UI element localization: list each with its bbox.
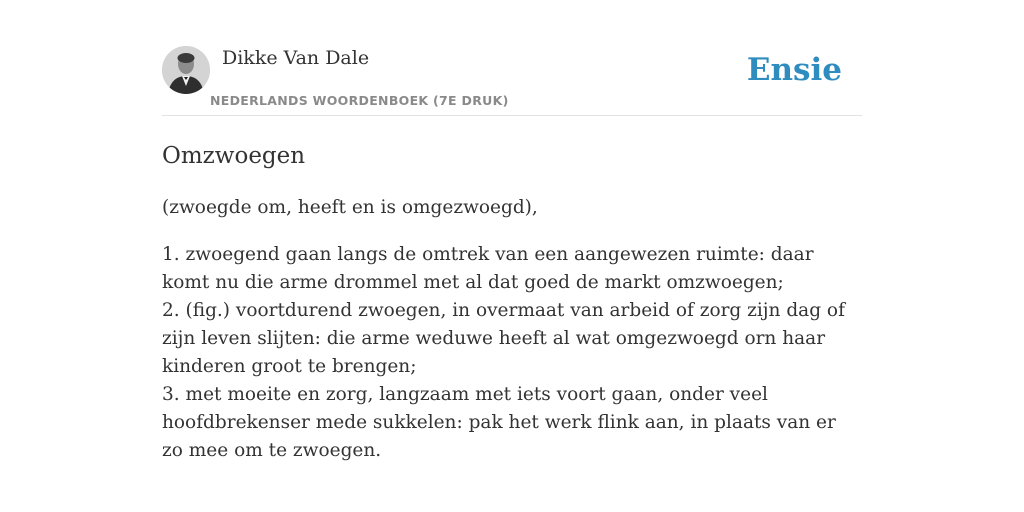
entry-header — [162, 46, 862, 116]
definition-item: 2. (fig.) voortdurend zwoegen, in overmaat van arbeid of zorg zijn dag of zijn leven slijten: die arme weduwe heeft al wat omgezwoegd orn haar kinderen groot te brengen; — [162, 300, 845, 377]
entry-card — [162, 46, 862, 465]
brand-logo[interactable]: Ensie — [746, 52, 842, 88]
author-avatar[interactable] — [162, 46, 210, 94]
definition-list — [162, 241, 862, 465]
definition-item: 3. met moeite en zorg, langzaam met iets voort gaan, onder veel hoofdbrekenser mede sukkelen: pak het werk flink aan, in plaats van er zo mee om te zwoegen. — [162, 384, 836, 461]
definition-item: 1. zwoegend gaan langs de omtrek van een aangewezen ruimte: daar komt nu die arme drommel met al dat goed de markt omzwoegen; — [162, 244, 814, 293]
entry-title: Omzwoegen — [162, 143, 306, 169]
grammar-info: (zwoegde om, heeft en is omgezwoegd), — [162, 197, 538, 218]
dictionary-name[interactable]: NEDERLANDS WOORDENBOEK (7E DRUK) — [210, 93, 509, 108]
portrait-icon — [162, 46, 210, 94]
author-name[interactable]: Dikke Van Dale — [222, 47, 370, 69]
